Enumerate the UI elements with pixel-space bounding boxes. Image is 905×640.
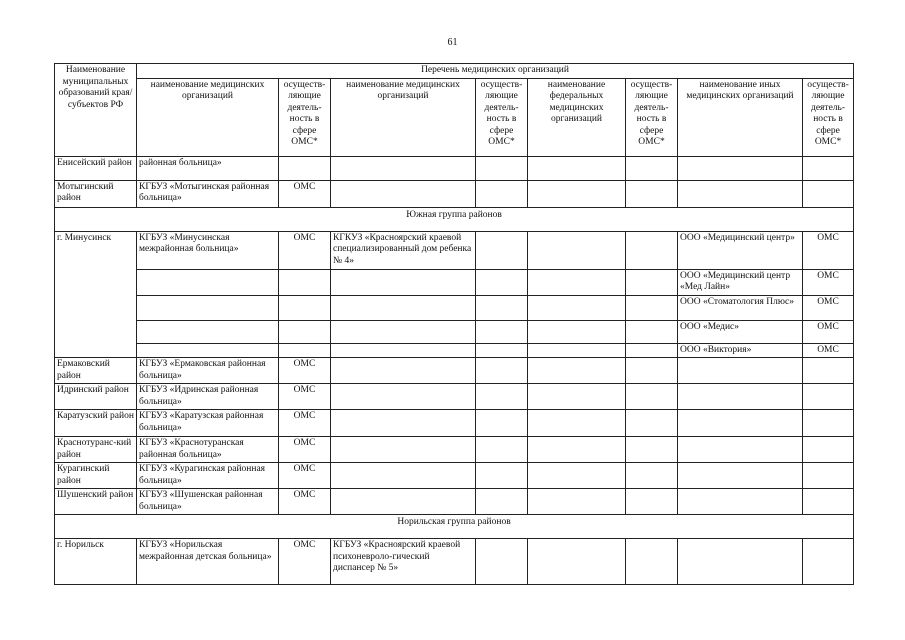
oms-cell: ОМС — [279, 539, 331, 585]
municipality-cell: Курагинский район — [55, 463, 137, 489]
group-row — [55, 207, 854, 231]
table-row — [55, 320, 854, 343]
table-row — [55, 269, 854, 295]
municipality-cell: г. Минусинск — [55, 231, 137, 358]
municipality-cell: г. Норильск — [55, 539, 137, 585]
table-row — [55, 539, 854, 585]
org-cell: КГБУЗ «Красноярский краевой психоневроло-гический диспансер № 5» — [331, 539, 476, 585]
table-row — [55, 358, 854, 384]
oms-cell: ОМС — [279, 437, 331, 463]
page-number: 61 — [447, 37, 458, 48]
other-org-cell: ООО «Виктория» — [678, 343, 803, 358]
other-org-cell: ООО «Медицинский центр «Мед Лайн» — [678, 269, 803, 295]
table-row — [55, 463, 854, 489]
oms-cell: ОМС — [803, 269, 854, 295]
municipality-cell: Мотыгинский район — [55, 180, 137, 207]
oms-cell: ОМС — [279, 384, 331, 410]
header-oms-2: осуществ-ляющие деятель-ность в сфере ОМС* — [476, 78, 528, 156]
org-cell: КГБУЗ «Норильская межрайонная детская больница» — [137, 539, 279, 585]
header-list-title: Перечень медицинских организаций — [137, 64, 854, 79]
header-org-name-1: наименование медицинских организаций — [137, 78, 279, 156]
org-cell: КГБУЗ «Шушенская районная больница» — [137, 489, 279, 515]
org-cell: КГБУЗ «Идринская районная больница» — [137, 384, 279, 410]
header-org-name-2: наименование медицинских организаций — [331, 78, 476, 156]
municipality-cell: Ермаковский район — [55, 358, 137, 384]
header-federal-name: наименование федеральных медицинских организаций — [528, 78, 626, 156]
oms-cell: ОМС — [803, 231, 854, 269]
table-row — [55, 295, 854, 320]
municipality-cell: Каратузский район — [55, 410, 137, 437]
group-row — [55, 515, 854, 539]
org-cell: КГКУЗ «Красноярский краевой специализированный дом ребенка № 4» — [331, 231, 476, 269]
table-row — [55, 437, 854, 463]
other-org-cell: ООО «Стоматология Плюс» — [678, 295, 803, 320]
group-title-norilsk: Норильская группа районов — [55, 515, 854, 539]
oms-cell: ОМС — [279, 180, 331, 207]
municipality-cell: Краснотуранс-кий район — [55, 437, 137, 463]
org-cell: КГБУЗ «Минусинская межрайонная больница» — [137, 231, 279, 269]
table-row — [55, 384, 854, 410]
municipality-cell: Идринский район — [55, 384, 137, 410]
header-oms-1: осуществ-ляющие деятель-ность в сфере ОМС* — [279, 78, 331, 156]
oms-cell: ОМС — [279, 463, 331, 489]
oms-cell: ОМС — [279, 410, 331, 437]
header-other-name: наименование иных медицинских организаций — [678, 78, 803, 156]
org-cell: КГБУЗ «Каратузская районная больница» — [137, 410, 279, 437]
header-oms-3: осуществ-ляющие деятель-ность в сфере ОМС* — [626, 78, 678, 156]
table-row — [55, 410, 854, 437]
table-row — [55, 343, 854, 358]
table-row — [55, 489, 854, 515]
oms-cell — [279, 156, 331, 180]
municipality-cell: Шушенский район — [55, 489, 137, 515]
oms-cell: ОМС — [803, 320, 854, 343]
header-municipality: Наименование муниципальных образований края/субъектов РФ — [55, 64, 137, 157]
oms-cell: ОМС — [803, 343, 854, 358]
table-row — [55, 231, 854, 269]
org-cell: КГБУЗ «Краснотуранская районная больница» — [137, 437, 279, 463]
oms-cell: ОМС — [279, 358, 331, 384]
org-cell: КГБУЗ «Ермаковская районная больница» — [137, 358, 279, 384]
medical-organizations-table — [54, 63, 854, 585]
oms-cell: ОМС — [803, 295, 854, 320]
oms-cell: ОМС — [279, 231, 331, 269]
org-cell: КГБУЗ «Курагинская районная больница» — [137, 463, 279, 489]
org-cell: районная больница» — [137, 156, 279, 180]
other-org-cell: ООО «Медис» — [678, 320, 803, 343]
table-row — [55, 156, 854, 180]
group-title-south: Южная группа районов — [55, 207, 854, 231]
oms-cell: ОМС — [279, 489, 331, 515]
org-cell: КГБУЗ «Мотыгинская районная больница» — [137, 180, 279, 207]
other-org-cell: ООО «Медицинский центр» — [678, 231, 803, 269]
table-row — [55, 180, 854, 207]
header-oms-4: осуществ-ляющие деятель-ность в сфере ОМС* — [803, 78, 854, 156]
municipality-cell: Енисейский район — [55, 156, 137, 180]
